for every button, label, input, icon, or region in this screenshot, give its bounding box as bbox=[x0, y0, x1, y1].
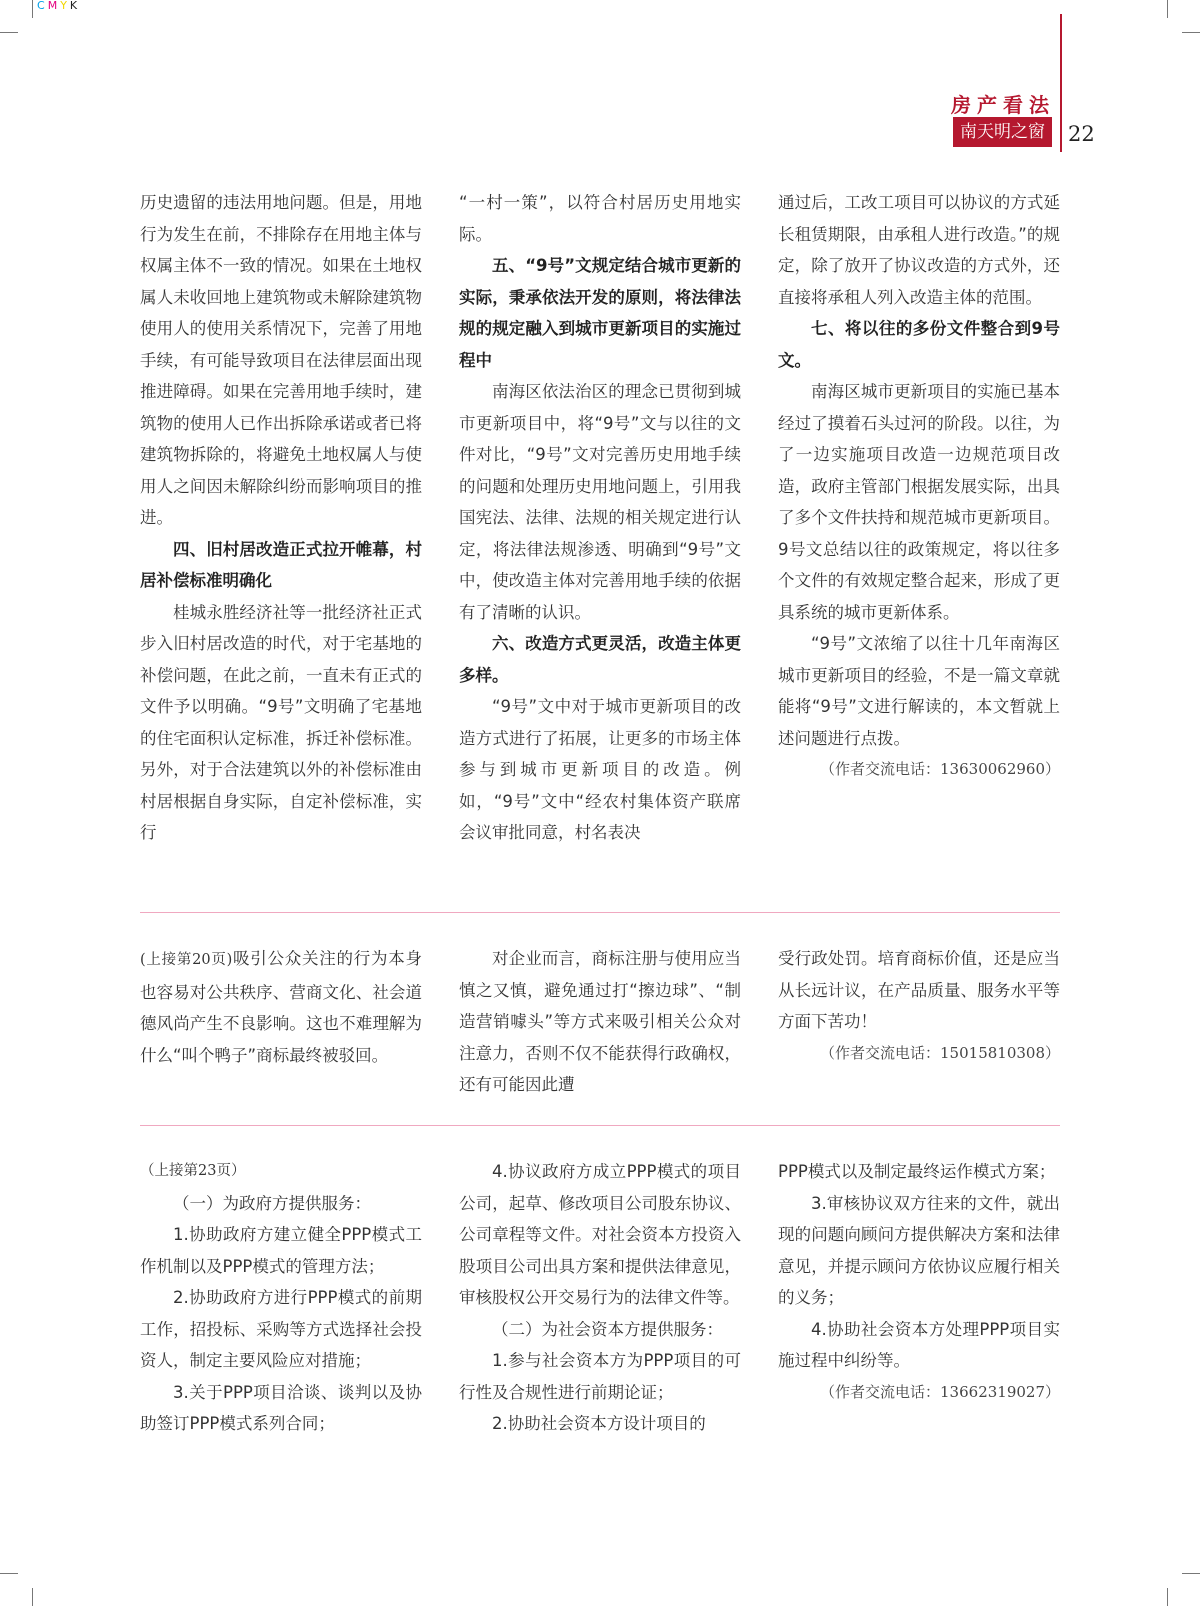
author-contact: （作者交流电话：15015810308） bbox=[820, 1043, 1060, 1062]
paragraph: （二）为社会资本方提供服务： bbox=[492, 1319, 723, 1339]
paragraph: “9号”文中对于城市更新项目的改造方式进行了拓展，让更多的市场主体参与到城市更新项目的改造。例如，“9号”文中“经农村集体资产联席会议审批同意，村名表决 bbox=[459, 697, 741, 842]
article1-column-3 bbox=[778, 187, 1060, 786]
paragraph: “一村一策”，以符合村居历史用地实际。 bbox=[459, 193, 741, 244]
column-brand-label: 南天明之窗 bbox=[953, 117, 1052, 147]
paragraph: 4.协助社会资本方处理PPP项目实施过程中纠纷等。 bbox=[778, 1319, 1060, 1370]
crop-mark bbox=[0, 32, 18, 33]
section-heading: 七、将以往的多份文件整合到9号文。 bbox=[778, 319, 1060, 370]
author-contact: （作者交流电话：13630062960） bbox=[820, 760, 1060, 778]
paragraph: 2.协助政府方进行PPP模式的前期工作，招投标、采购等方式选择社会投资人，制定主要风险应对措施； bbox=[140, 1288, 422, 1370]
crop-mark bbox=[1167, 0, 1168, 18]
article2-column-1 bbox=[140, 943, 422, 1071]
paragraph: 对企业而言，商标注册与使用应当慎之又慎，避免通过打“擦边球”、“制造营销噱头”等方式来吸引相关公众对注意力，否则不仅不能获得行政确权，还有可能因此遭 bbox=[459, 949, 741, 1094]
crop-mark bbox=[1182, 1573, 1200, 1574]
section-heading: 六、改造方式更灵活，改造主体更多样。 bbox=[459, 634, 741, 685]
cmyk-m: M bbox=[47, 0, 61, 12]
paragraph: 1.参与社会资本方为PPP项目的可行性及合规性进行前期论证； bbox=[459, 1351, 741, 1402]
paragraph: 2.协助社会资本方设计项目的 bbox=[492, 1414, 706, 1433]
paragraph: （一）为政府方提供服务： bbox=[173, 1193, 371, 1213]
crop-mark bbox=[32, 0, 33, 18]
paragraph: 3.关于PPP项目洽谈、谈判以及协助签订PPP模式系列合同； bbox=[140, 1382, 422, 1433]
paragraph: 通过后，工改工项目可以协议的方式延长租赁期限，由承租人进行改造。”的规定，除了放开了协议改造的方式外，还直接将承租人列入改造主体的范围。 bbox=[778, 193, 1060, 307]
crop-mark bbox=[32, 1588, 33, 1606]
paragraph: 1.协助政府方建立健全PPP模式工作机制以及PPP模式的管理方法； bbox=[140, 1225, 422, 1276]
paragraph: 桂城永胜经济社等一批经济社正式步入旧村居改造的时代，对于宅基地的补偿问题，在此之前，一直未有正式的文件予以明确。“9号”文明确了宅基地的住宅面积认定标准，拆迁补偿标准。另外，对于合法建筑以外的补偿标准由村居根据自身实际，自定补偿标准，实行 bbox=[140, 602, 422, 842]
section-heading: 四、旧村居改造正式拉开帷幕，村居补偿标准明确化 bbox=[140, 539, 422, 590]
continued-from-label: (上接第20页) bbox=[140, 952, 233, 968]
section-heading: 五、“9号”文规定结合城市更新的实际，秉承依法开发的原则，将法律法规的规定融入到城市更新项目的实施过程中 bbox=[459, 256, 741, 370]
page-number: 22 bbox=[1068, 122, 1095, 146]
continued-from-label: （上接第23页） bbox=[140, 1163, 246, 1179]
article3-column-2 bbox=[459, 1156, 741, 1440]
cmyk-color-bar bbox=[37, 0, 80, 12]
paragraph: 受行政处罚。培育商标价值，还是应当从长远计议，在产品质量、服务水平等方面下苦功！ bbox=[778, 949, 1060, 1031]
paragraph bbox=[140, 943, 422, 1071]
paragraph: 南海区依法治区的理念已贯彻到城市更新项目中，将“9号”文与以往的文件对比，“9号”文对完善历史用地手续的问题和处理历史用地问题上，引用我国宪法、法律、法规的相关规定进行认定，将法律法规渗透、明确到“9号”文中，使改造主体对完善用地手续的依据有了清晰的认识。 bbox=[459, 382, 741, 622]
article3-column-1 bbox=[140, 1156, 422, 1440]
paragraph: 3.审核协议双方往来的文件，就出现的问题向顾问方提供解决方案和法律意见，并提示顾问方依协议应履行相关的义务； bbox=[778, 1193, 1060, 1307]
paragraph: 4.协议政府方成立PPP模式的项目公司，起草、修改项目公司股东协议、公司章程等文件。对社会资本方投资入股项目公司出具方案和提供法律意见，审核股权公开交易行为的法律文件等。 bbox=[459, 1162, 741, 1307]
cmyk-k: K bbox=[69, 0, 81, 12]
article1-column-2 bbox=[459, 187, 741, 849]
author-contact: （作者交流电话：13662319027） bbox=[820, 1382, 1060, 1401]
article3-column-3 bbox=[778, 1156, 1060, 1408]
paragraph: 南海区城市更新项目的实施已基本经过了摸着石头过河的阶段。以往，为了一边实施项目改造一边规范项目改造，政府主管部门根据发展实际，出具了多个文件扶持和规范城市更新项目。9号文总结以往的政策规定，将以往多个文件的有效规定整合起来，形成了更具系统的城市更新体系。 bbox=[778, 382, 1060, 622]
article-divider bbox=[140, 912, 1060, 913]
paragraph: PPP模式以及制定最终运作模式方案； bbox=[778, 1162, 1056, 1181]
paragraph: “9号”文浓缩了以往十几年南海区城市更新项目的经验，不是一篇文章就能将“9号”文进行解读的，本文暂就上述问题进行点拨。 bbox=[778, 634, 1060, 748]
article2-column-2 bbox=[459, 943, 741, 1101]
header-accent-line bbox=[1060, 14, 1062, 152]
paragraph-text: 吸引公众关注的行为本身也容易对公共秩序、营商文化、社会道德风尚产生不良影响。这也不难理解为什么“叫个鸭子”商标最终被驳回。 bbox=[140, 949, 423, 1065]
article-divider bbox=[140, 1125, 1060, 1126]
cmyk-c: C bbox=[37, 0, 48, 12]
article1-column-1 bbox=[140, 187, 422, 849]
crop-mark bbox=[0, 1573, 18, 1574]
paragraph: 历史遗留的违法用地问题。但是，用地行为发生在前，不排除存在用地主体与权属主体不一致的情况。如果在土地权属人未收回地上建筑物或未解除建筑物使用人的使用关系情况下，完善了用地手续，有可能导致项目在法律层面出现推进障碍。如果在完善用地手续时，建筑物的使用人已作出拆除承诺或者已将建筑物拆除的，将避免土地权属人与使用人之间因未解除纠纷而影响项目的推进。 bbox=[140, 193, 422, 527]
article2-column-3 bbox=[778, 943, 1060, 1069]
crop-mark bbox=[1167, 1588, 1168, 1606]
crop-mark bbox=[1182, 32, 1200, 33]
section-title: 房产看法 bbox=[951, 93, 1055, 117]
cmyk-y: Y bbox=[60, 0, 70, 12]
